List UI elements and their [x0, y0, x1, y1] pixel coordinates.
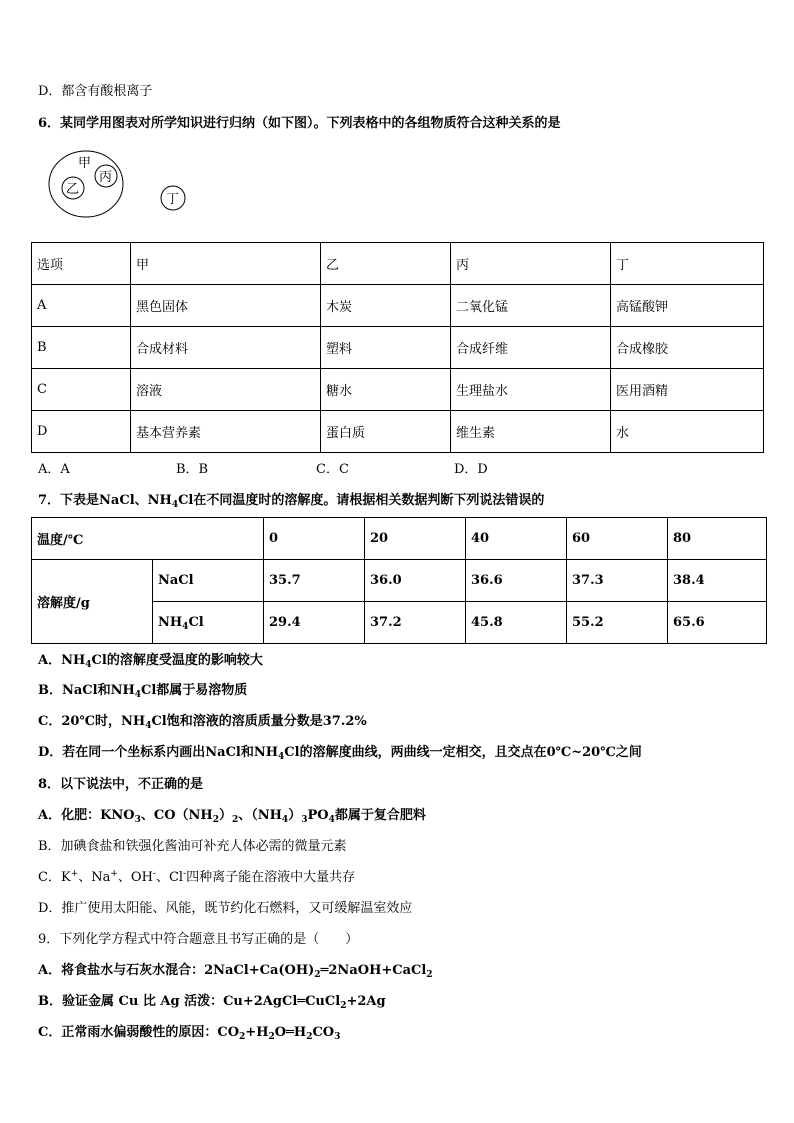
- header-cell: 乙: [321, 243, 451, 285]
- q6-options: [38, 461, 488, 479]
- value-cell: 36.0: [365, 560, 466, 602]
- q6-option-d[interactable]: D．D: [454, 462, 488, 477]
- solubility-label-cell: 溶解度/g: [32, 560, 153, 644]
- venn-inner-left-label: 乙: [66, 182, 80, 197]
- nh4cl-label-cell: $NH_4Cl$: [153, 602, 264, 644]
- table-cell: 二氧化锰: [451, 285, 611, 327]
- table-cell: 合成纤维: [451, 327, 611, 369]
- q8-option-d[interactable]: D．推广使用太阳能、风能，既节约化石燃料，又可缓解温室效应: [38, 901, 413, 916]
- header-cell: 丁: [611, 243, 764, 285]
- q9-option-b[interactable]: B．验证金属 Cu 比 Ag 活泼：Cu+2AgCl═CuCl$_2$+2Ag: [38, 994, 386, 1011]
- venn-separate-label: 丁: [166, 192, 180, 207]
- temp-cell: 20: [365, 518, 466, 560]
- q6-option-c[interactable]: C．C: [316, 462, 349, 477]
- table-cell: C: [32, 369, 131, 411]
- table-cell: 医用酒精: [611, 369, 764, 411]
- q7-option-a[interactable]: A．$NH_4Cl$的溶解度受温度的影响较大: [38, 653, 263, 670]
- q9-option-a[interactable]: A．将食盐水与石灰水混合：$2NaCl+Ca(OH)_2═2NaOH+CaCl_2$: [38, 963, 433, 980]
- q7-option-c[interactable]: C．20℃时，$NH_4Cl$饱和溶液的溶质质量分数是37.2%: [38, 714, 367, 731]
- table-cell: 水: [611, 411, 764, 453]
- table-cell: 高锰酸钾: [611, 285, 764, 327]
- table-cell: 塑料: [321, 327, 451, 369]
- q6-stem: 6．某同学用图表对所学知识进行归纳（如下图）。下列表格中的各组物质符合这种关系的是: [38, 116, 561, 131]
- value-cell: 37.2: [365, 602, 466, 644]
- table-cell: 蛋白质: [321, 411, 451, 453]
- value-cell: 29.4: [264, 602, 365, 644]
- table-cell: 溶液: [131, 369, 321, 411]
- table-cell: 木炭: [321, 285, 451, 327]
- table-cell: 合成材料: [131, 327, 321, 369]
- q5-option-d: D．都含有酸根离子: [38, 84, 153, 99]
- value-cell: 36.6: [466, 560, 567, 602]
- table-row: [32, 369, 764, 411]
- value-cell: 37.3: [567, 560, 668, 602]
- table-row: [32, 285, 764, 327]
- value-cell: 45.8: [466, 602, 567, 644]
- venn-inner-right-label: 丙: [99, 170, 113, 185]
- table-header-row: [32, 243, 764, 285]
- table-cell: D: [32, 411, 131, 453]
- temp-cell: 0: [264, 518, 365, 560]
- table-cell: 黑色固体: [131, 285, 321, 327]
- table-row: [32, 327, 764, 369]
- value-cell: 35.7: [264, 560, 365, 602]
- table-row: [32, 560, 767, 602]
- table-cell: 维生素: [451, 411, 611, 453]
- value-cell: 55.2: [567, 602, 668, 644]
- q6-venn-diagram: [48, 150, 193, 218]
- nacl-label-cell: NaCl: [153, 560, 264, 602]
- table-row: [32, 518, 767, 560]
- q8-option-b[interactable]: B．加碘食盐和铁强化酱油可补充人体必需的微量元素: [38, 839, 347, 854]
- venn-outer-label: 甲: [78, 156, 92, 171]
- value-cell: 65.6: [668, 602, 767, 644]
- table-cell: 糖水: [321, 369, 451, 411]
- temp-cell: 80: [668, 518, 767, 560]
- table-cell: 合成橡胶: [611, 327, 764, 369]
- q7-option-b[interactable]: B．NaCl和$NH_4Cl$都属于易溶物质: [38, 683, 248, 700]
- table-cell: A: [32, 285, 131, 327]
- table-row: [32, 411, 764, 453]
- table-cell: B: [32, 327, 131, 369]
- temp-cell: 40: [466, 518, 567, 560]
- header-cell: 甲: [131, 243, 321, 285]
- q8-option-c[interactable]: C．K+、Na+、OH-、Cl-四种离子能在溶液中大量共存: [38, 869, 356, 885]
- q6-table: [31, 242, 764, 453]
- table-cell: 生理盐水: [451, 369, 611, 411]
- q7-stem: 7．下表是NaCl、$NH_4Cl$在不同温度时的溶解度。请根据相关数据判断下列说法错误的: [38, 493, 545, 510]
- q6-option-a[interactable]: A．A: [38, 462, 70, 477]
- value-cell: 38.4: [668, 560, 767, 602]
- temp-cell: 60: [567, 518, 668, 560]
- table-cell: 基本营养素: [131, 411, 321, 453]
- q8-option-a[interactable]: A．化肥：$KNO_3$、$CO(NH_2)_2$、$(NH_4)_3PO_4$都属于复合肥料: [38, 808, 426, 825]
- q9-option-c[interactable]: C．正常雨水偏弱酸性的原因：$CO_2+H_2O═H_2CO_3$: [38, 1025, 341, 1042]
- q7-option-d[interactable]: D．若在同一个坐标系内画出NaCl和$NH_4Cl$的溶解度曲线，两曲线一定相交，且交点在0℃~20℃之间: [38, 745, 642, 762]
- q7-solubility-table: [31, 517, 767, 644]
- q8-stem: 8．以下说法中，不正确的是: [38, 777, 204, 792]
- q6-option-b[interactable]: B．B: [176, 462, 209, 477]
- header-cell: 选项: [32, 243, 131, 285]
- q9-stem: 9．下列化学方程式中符合题意且书写正确的是（ ）: [38, 932, 359, 947]
- header-cell: 丙: [451, 243, 611, 285]
- temp-label-cell: 温度/℃: [32, 518, 264, 560]
